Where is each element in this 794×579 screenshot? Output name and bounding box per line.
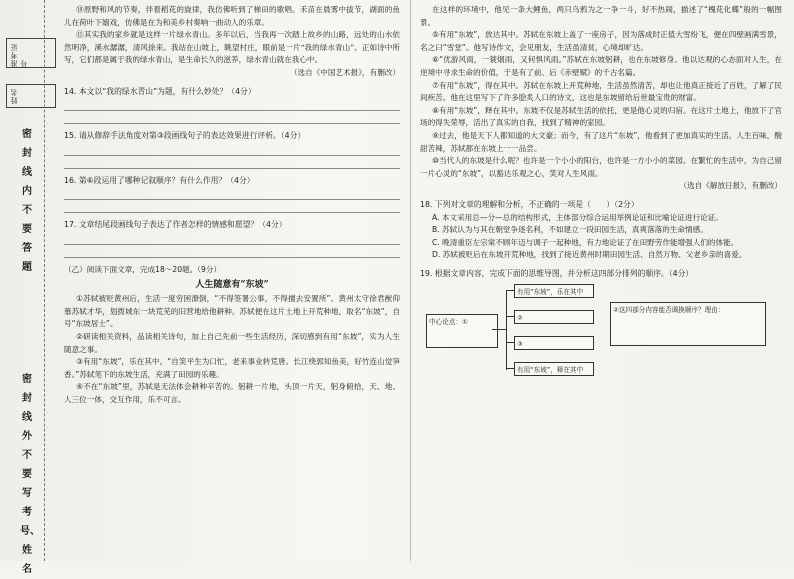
right-column <box>420 4 782 380</box>
branch-label: 有用“东坡”，释在其中 <box>517 366 584 375</box>
center-thesis-label: 中心论点：① <box>429 318 468 327</box>
question-15: 15. 请从修辞手法角度对第③段画线句子的表达效果进行评析。（4分） <box>64 131 306 141</box>
mind-map <box>420 284 782 380</box>
article-title: 人生随意有“东坡” <box>195 279 269 290</box>
binding-margin <box>0 0 60 575</box>
branch-label: ② <box>517 314 523 323</box>
seal-line <box>44 0 45 561</box>
exam-id-label: 准考证号 <box>10 43 28 67</box>
branch-label: ③ <box>517 340 523 349</box>
branch-box-4 <box>514 362 594 376</box>
answer-lines-15[interactable] <box>64 145 400 169</box>
question-14: 14. 本文以“我的绿水青山”为题，有什么妙处？（4分） <box>64 86 256 96</box>
answer-lines-16[interactable] <box>64 189 400 213</box>
connector <box>506 342 514 343</box>
paragraph: ⑦有用“东坡”，得在其中。苏轼在东坡上开荒种地，生活虽然清苦，却也让他真正接近了百姓，了解了民间疾苦。他在这里写下了许多脍炙人口的诗文，这也是东坡留给后世最宝贵的财富。 <box>420 80 782 103</box>
name-box <box>6 84 56 108</box>
paragraph: ①苏轼被贬黄州后，生活一度穷困潦倒，“不得签署公事，不得擅去安置所”。黄州太守徐君猷仰慕苏轼才华，划拨城东一块荒芜的旧营地给他耕种。苏轼便在这片土地上开荒种地，取名“东坡”，自号“东坡居士”。 <box>64 294 400 329</box>
order-reason-box[interactable] <box>610 302 766 346</box>
connector <box>506 316 514 317</box>
option-a[interactable]: A. 本文采用总—分—总的结构形式，主体部分综合运用举例论证和比喻论证进行论证。 <box>432 212 723 222</box>
seal-notice-bottom: 密封线外不要写考号、姓名 <box>20 374 40 575</box>
answer-lines-17[interactable] <box>64 234 400 258</box>
question-16: 16. 第⑥段运用了哪种记叙顺序？有什么作用？（4分） <box>64 175 255 185</box>
paragraph: ⑤有用“东坡”，放达其中。苏轼在东坡上盖了一座房子，因为落成时正值大雪纷飞，便在四壁画满雪景，名之曰“雪堂”。他写诗作文，会见朋友，生活虽清贫，心境却旷达。 <box>420 30 782 52</box>
paragraph: ③有用“东坡”，乐在其中。“自笑平生为口忙，老来事业转荒唐。长江绕郭知鱼美，好竹连山觉笋香。”苏轼笔下的东坡生活，充满了田园的乐趣。 <box>64 357 400 379</box>
branch-box-1 <box>514 284 594 298</box>
exam-id-box <box>6 38 56 68</box>
paragraph: ④不在“东坡”里，苏轼是无法体会耕种辛苦的。躬耕一片地，头顶一片天，躬身俯拾，天、地、人三位一体，交互作用，乐不可言。 <box>64 382 400 404</box>
question-17: 17. 文章结尾段画线句子表达了作者怎样的情感和愿望？（4分） <box>64 220 287 230</box>
question-18: 18. 下列对文章的理解和分析，不正确的一项是（ ）（2分） <box>420 199 639 209</box>
left-column <box>64 4 400 406</box>
connector <box>492 329 506 330</box>
paragraph: ⑥“优游风雨，一蓑烟雨，又何惧风雨。”苏轼在东坡躬耕，也在东坡修身。他以达观的心态面对人生，在逆境中寻求生命的价值，于是有了前、后《赤壁赋》的千古名篇。 <box>420 55 782 77</box>
branch-box-2[interactable] <box>514 310 594 324</box>
seal-notice-top: 密封线内不要答题 <box>22 129 32 273</box>
paragraph: ⑩当代人的东坡是什么呢？也许是一个小小的阳台，也许是一方小小的菜园。在繁忙的生活中，为自己留一片心灵的“东坡”，以豁达乐观之心，笑对人生风雨。 <box>420 156 782 178</box>
option-d[interactable]: D. 苏轼被贬后在东坡开荒种地，找到了接近黄州时期田园生活、自然万物、父老乡亲的喜爱。 <box>432 250 747 260</box>
order-reason-label: ②这四部分内容能否调换顺序？理由： <box>613 306 725 315</box>
connector <box>506 290 507 370</box>
paragraph: ⑩原野和风的节奏，伴着稻花的旋律，我仿佛听到了梯田的歌唱。禾苗在晨雾中拔节，湖面的鱼儿在荷叶下嬉戏，仿佛是在为和美乡村奏响一曲动人的乐章。 <box>64 5 400 27</box>
center-thesis-box[interactable] <box>426 314 498 348</box>
branch-box-3[interactable] <box>514 336 594 350</box>
question-19: 19. 根据文章内容，完成下面的思维导图，并分析这四部分排列的顺序。（4分） <box>420 268 694 278</box>
paragraph: ⑪其实我的家乡就是这样一片绿水青山。多年以后，当我再一次踏上故乡的山路，远处的山水依然明净，溪水潺潺，清风徐来。我站在山坡上，眺望村庄，眼前是一片“我的绿水青山”。正如诗中所写，它们都是属于我的绿水青山，是生命长久的滋养，绿水青山就在我心中。 <box>64 30 400 65</box>
option-c[interactable]: C. 晚清重臣左宗棠不顾年迈与调子一起种地，有力地论证了在田野劳作能增强人们的体能。 <box>432 237 739 247</box>
section-b-instruction: （乙）阅读下面文章，完成18～20题。（9分） <box>64 264 222 274</box>
source-note: （选自《解放日报》，有删改） <box>679 181 782 191</box>
paragraph: 在这样的环境中，他见一条大鲤鱼，两只乌鸦为之一争一斗，好不热闹，描述了“槐花化蝶”般的一幅图景。 <box>420 5 782 27</box>
paragraph: ⑨过去，他是天下人都知道的大文豪；而今，有了这片“东坡”，他看到了更加真实的生活。人生百味，酸甜苦辣，苏轼都在东坡上一一品尝。 <box>420 130 782 153</box>
connector <box>506 290 514 291</box>
source-note: （选自《中国艺术报》，有删改） <box>289 67 400 77</box>
connector <box>506 368 514 369</box>
name-label: 姓名 <box>10 88 18 104</box>
paragraph: ⑧有用“东坡”，释在其中。东坡不仅是苏轼生活的依托，更是他心灵的归宿。在这片土地上，他放下了官场的得失荣辱，活出了真实的自我，找到了精神的家园。 <box>420 105 782 128</box>
branch-label: 有用“东坡”，乐在其中 <box>517 288 584 297</box>
option-b[interactable]: B. 苏轼认为与其在朝堂争逐名利，不如建立一段田园生活，真爽落落的生命情感。 <box>432 225 708 235</box>
column-divider <box>410 0 411 561</box>
answer-lines-14[interactable] <box>64 100 400 124</box>
paragraph: ②研读相关资料，品读相关诗句，加上自己先前一些生活经历，深切感到有用“东坡”，实为人生随意之事。 <box>64 331 400 354</box>
